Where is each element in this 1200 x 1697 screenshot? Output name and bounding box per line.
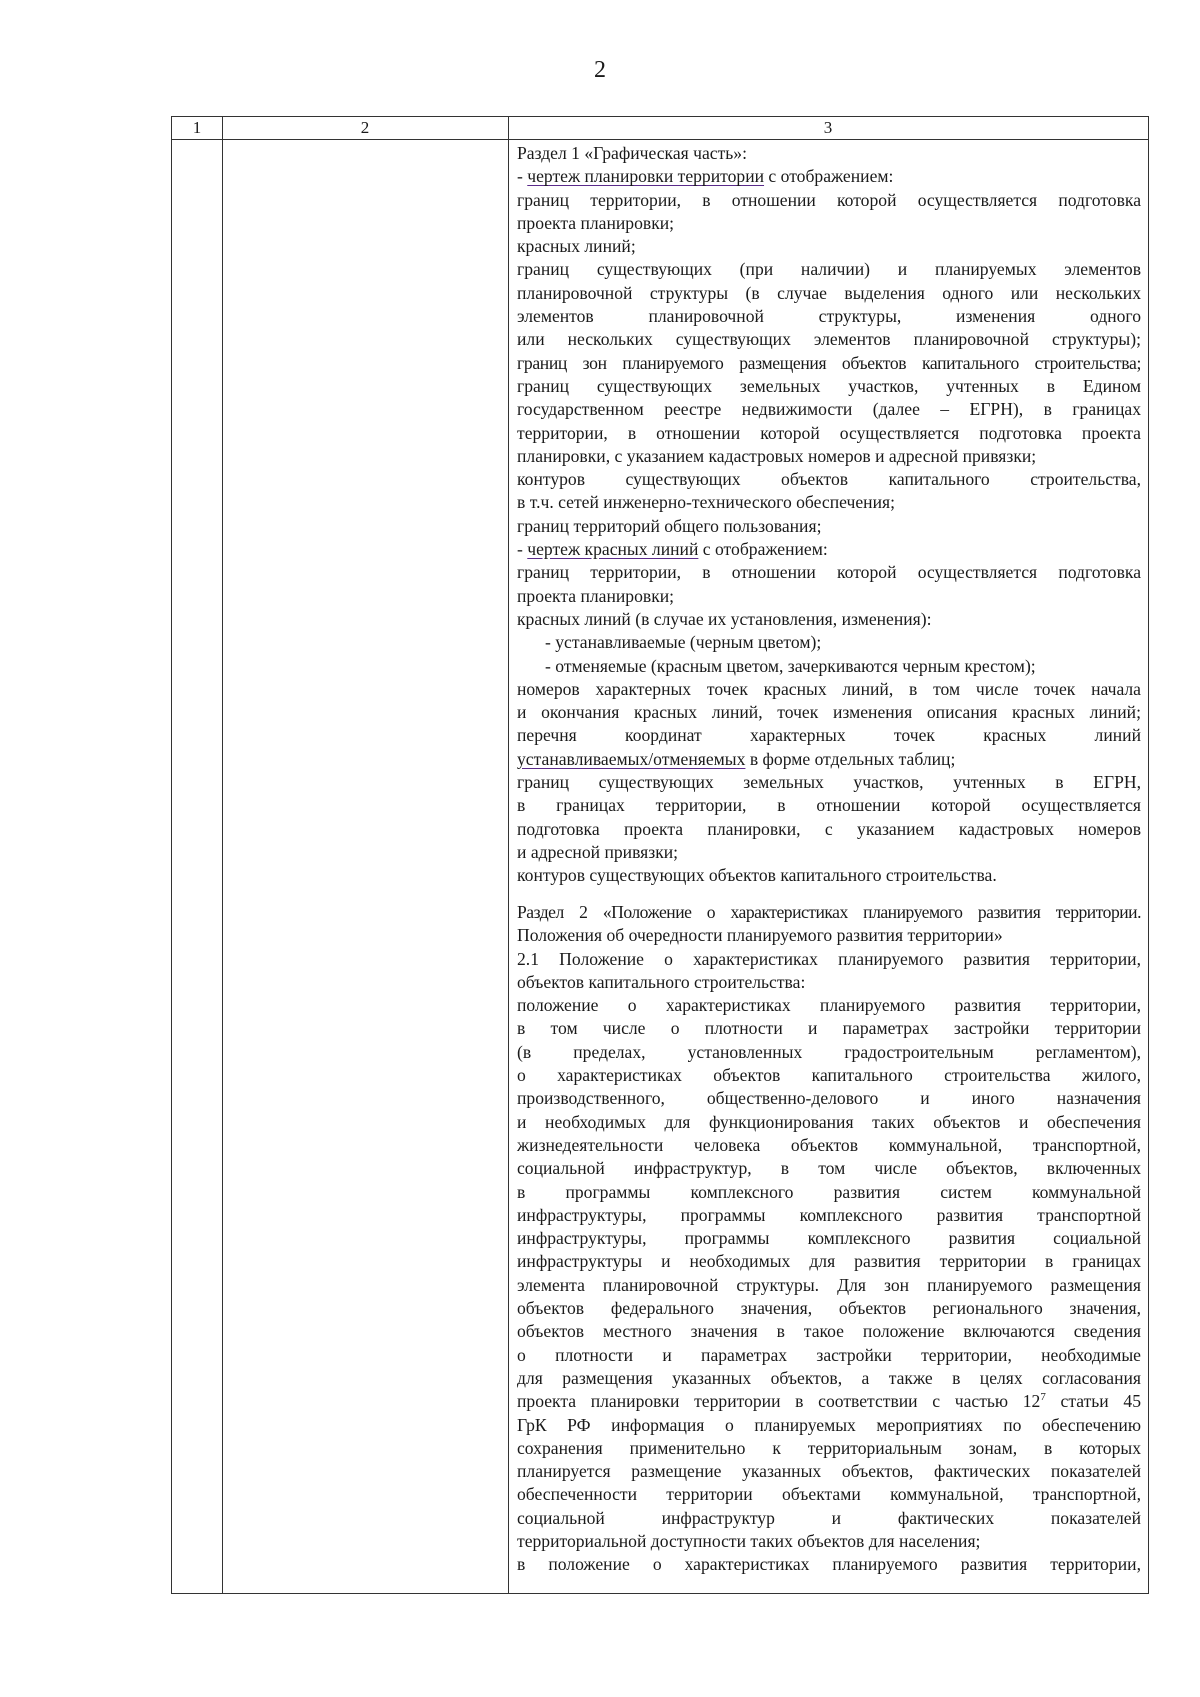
text-line: подготовка проекта планировки, с указанием кадастровых номеров: [517, 818, 1141, 839]
text-line: и необходимых для функционирования таких объектов и обеспечения: [517, 1111, 1141, 1132]
text-line: границ территории, в отношении которой осуществляется подготовка: [517, 189, 1141, 210]
superscript-7: 7: [1040, 1391, 1046, 1404]
text-line: социальной инфраструктур и фактических показателей: [517, 1507, 1141, 1528]
text-line: контуров существующих объектов капитального строительства.: [517, 865, 997, 886]
text-line: и адресной привязки;: [517, 841, 679, 862]
text-line: сохранения применительно к территориальным зонам, в которых: [517, 1437, 1141, 1458]
requirements-table: [171, 116, 1149, 1594]
text-line: в положение о характеристиках планируемого развития территории,: [517, 1554, 1141, 1575]
text-line: социальной инфраструктур, в том числе объектов, включенных: [517, 1158, 1141, 1179]
text-line: проекта планировки;: [517, 585, 675, 606]
text-line: планируется размещение указанных объектов, фактических показателей: [517, 1461, 1141, 1482]
text-line: обеспеченности территории объектами коммунальной, транспортной,: [517, 1484, 1141, 1505]
text-line: ГрК РФ информация о планируемых мероприятиях по обеспечению: [517, 1414, 1141, 1435]
text-line: инфраструктуры и необходимых для развития территории в границах: [517, 1251, 1141, 1272]
text-line: жизнедеятельности человека объектов коммунальной, транспортной,: [517, 1134, 1141, 1155]
text-line: положение о характеристиках планируемого развития территории,: [517, 995, 1141, 1016]
text-line: в границах территории, в отношении которой осуществляется: [517, 795, 1141, 816]
text-line: планировки, с указанием кадастровых номеров и адресной привязки;: [517, 445, 1037, 466]
text-line: территории, в отношении которой осуществляется подготовка проекта: [517, 422, 1141, 443]
column-divider-1: [222, 117, 223, 1593]
text-line: в т.ч. сетей инженерно-технического обеспечения;: [517, 492, 895, 513]
text-line: или нескольких существующих элементов планировочной структуры);: [517, 329, 1141, 350]
text-line: элементов планировочной структуры, изменения одного: [517, 306, 1141, 327]
text-line: инфраструктуры, программы комплексного развития транспортной: [517, 1204, 1141, 1225]
established-cancelled-term: устанавливаемых/отменяемых: [517, 748, 746, 769]
text-line: устанавливаемых/отменяемых в форме отдельных таблиц;: [517, 748, 956, 769]
column-divider-2: [508, 117, 509, 1593]
text-line: о плотности и параметрах застройки территории, необходимые: [517, 1344, 1141, 1365]
text-line: о характеристиках объектов капитального строительства жилого,: [517, 1065, 1141, 1086]
section-development-characteristics: [517, 901, 1141, 1577]
text-line: объектов федерального значения, объектов регионального значения,: [517, 1298, 1141, 1319]
column-header-2: 2: [360, 118, 370, 137]
text-line: границ существующих (при наличии) и планируемых элементов: [517, 259, 1141, 280]
subsection-2-1-title: объектов капитального строительства:: [517, 971, 806, 992]
text-line: границ территории, в отношении которой осуществляется подготовка: [517, 562, 1141, 583]
text-line: проекта планировки;: [517, 212, 675, 233]
section2-title-line: Положения об очередности планируемого развития территории»: [517, 925, 1003, 946]
section1-item-planning-drawing: - чертеж планировки территории с отображением:: [517, 166, 894, 187]
planning-drawing-term: чертеж планировки территории: [527, 166, 765, 187]
text-line: планировочной структуры (в случае выделения одного или нескольких: [517, 282, 1141, 303]
column-header-3: 3: [823, 118, 833, 137]
subsection-2-1-title: 2.1 Положение о характеристиках планируемого развития территории,: [517, 948, 1141, 969]
text-line: элемента планировочной структуры. Для зон планируемого размещения: [517, 1274, 1141, 1295]
text-line: границ зон планируемого размещения объектов капитального строительства;: [517, 352, 1141, 373]
text-line: производственного, общественно-делового и иного назначения: [517, 1088, 1141, 1109]
text-line: - отменяемые (красным цветом, зачеркиваются черным крестом);: [545, 655, 1036, 676]
text-line: проекта планировки территории в соответствии с частью $12^7$ статьи 45: [517, 1391, 1141, 1412]
text-line: границ существующих земельных участков, учтенных в ЕГРН,: [517, 772, 1141, 793]
text-line: границ территорий общего пользования;: [517, 515, 822, 536]
text-line: красных линий (в случае их установления, изменения):: [517, 608, 932, 629]
text-line: и окончания красных линий, точек изменения описания красных линий;: [517, 702, 1141, 723]
section1-item-red-lines-drawing: - чертеж красных линий с отображением:: [517, 539, 828, 560]
page-number: 2: [594, 57, 606, 83]
text-line: (в пределах, установленных градостроительным регламентом),: [517, 1041, 1141, 1062]
text-line: в программы комплексного развития систем коммунальной: [517, 1181, 1141, 1202]
column-header-1: 1: [192, 118, 202, 137]
section-graphic-part: [517, 142, 1141, 888]
text-line: инфраструктуры, программы комплексного развития социальной: [517, 1228, 1141, 1249]
section1-title: Раздел 1 «Графическая часть»:: [517, 143, 747, 163]
text-line: перечня координат характерных точек красных линий: [517, 725, 1141, 746]
text-line: для размещения указанных объектов, а также в целях согласования: [517, 1367, 1141, 1388]
text-line: территориальной доступности таких объектов для населения;: [517, 1531, 981, 1552]
text-line: номеров характерных точек красных линий, в том числе точек начала: [517, 678, 1141, 699]
red-lines-drawing-term: чертеж красных линий: [527, 539, 699, 560]
text-line: контуров существующих объектов капитального строительства,: [517, 469, 1141, 490]
text-line: границ существующих земельных участков, учтенных в Едином: [517, 375, 1141, 396]
text-line: государственном реестре недвижимости (далее – ЕГРН), в границах: [517, 399, 1141, 420]
text-line: красных линий;: [517, 236, 636, 257]
text-line: объектов местного значения в такое положение включаются сведения: [517, 1321, 1141, 1342]
header-divider: [172, 139, 1148, 140]
section2-title-line: Раздел 2 «Положение о характеристиках планируемого развития территории.: [517, 902, 1141, 922]
text-line: в том числе о плотности и параметрах застройки территории: [517, 1018, 1141, 1039]
text-line: - устанавливаемые (черным цветом);: [545, 632, 822, 653]
